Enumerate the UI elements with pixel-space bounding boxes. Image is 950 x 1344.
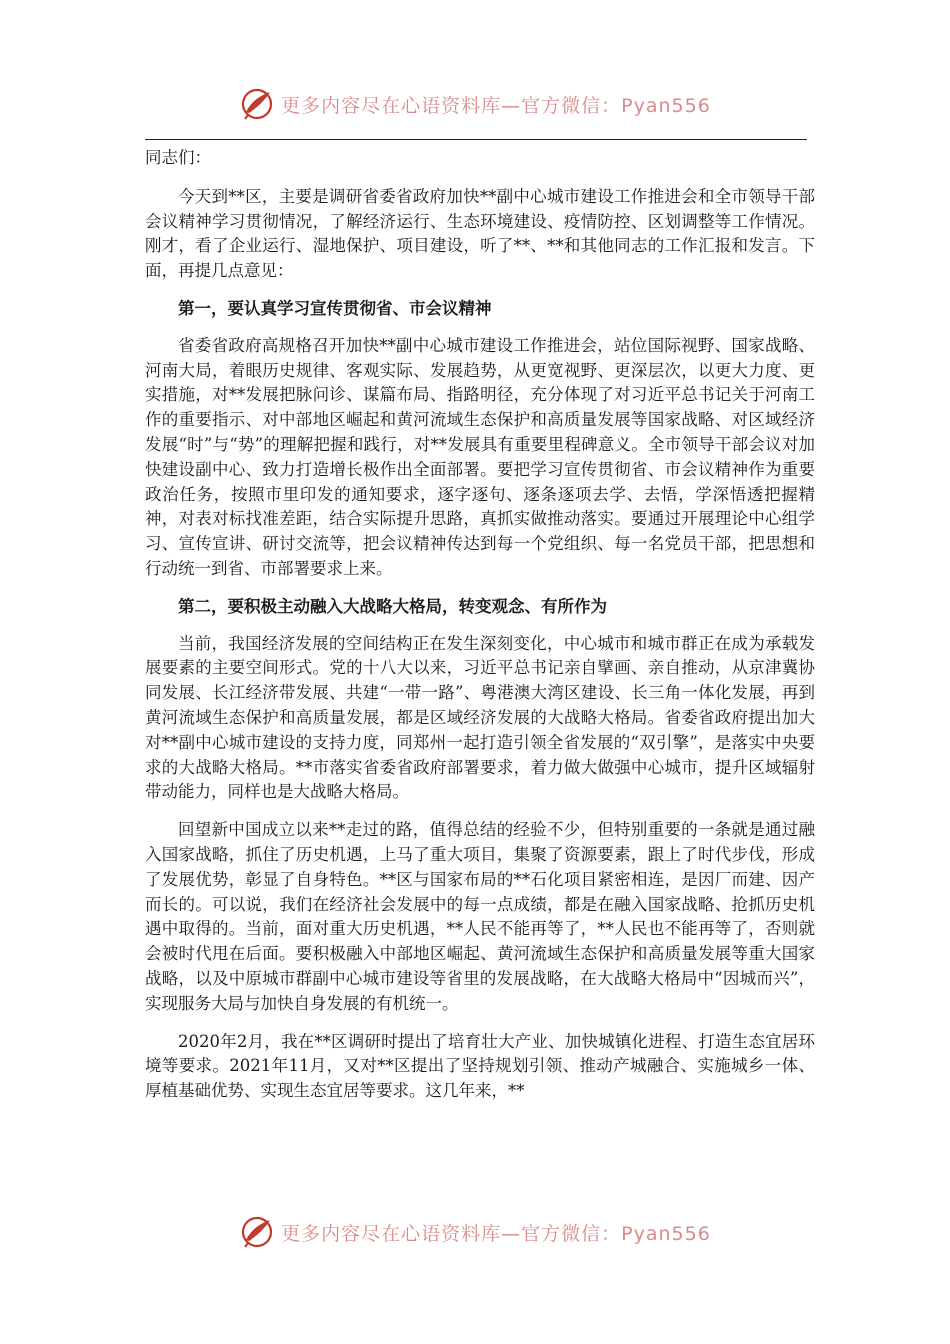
document-body (145, 146, 815, 1104)
body-paragraph: 省委省政府高规格召开加快**副中心城市建设工作推进会，站位国际视野、国家战略、河南大局，着眼历史规律、客观实际、发展趋势，从更宽视野、更深层次，以更大力度、更实措施，对**发展把脉问诊、谋篇布局、指路明径，充分体现了对习近平总书记关于河南工作的重要指示、对中部地区崛起和黄河流域生态保护和高质量发展等国家战略、对区域经济发展“时”与“势”的理解把握和践行，对**发展具有重要里程碑意义。全市领导干部会议对加快建设副中心、致力打造增长极作出全面部署。要把学习宣传贯彻省、市会议精神作为重要政治任务，按照市里印发的通知要求，逐字逐句、逐条逐项去学、去悟，学深悟透把握精神，对表对标找准差距，结合实际提升思路，真抓实做推动落实。要通过开展理论中心组学习、宣传宣讲、研讨交流等，把会议精神传达到每一个党组织、每一名党员干部，把思想和行动统一到省、市部署要求上来。 (145, 335, 815, 578)
intro-paragraph: 今天到**区，主要是调研省委省政府加快**副中心城市建设工作推进会和全市领导干部会议精神学习贯彻情况，了解经济运行、生态环境建设、疫情防控、区划调整等工作情况。刚才，看了企业运行、湿地保护、项目建设，听了**、**和其他同志的工作汇报和发言。下面，再提几点意见： (145, 186, 815, 281)
body-paragraph: 回望新中国成立以来**走过的路，值得总结的经验不少，但特别重要的一条就是通过融入国家战略，抓住了历史机遇，上马了重大项目，集聚了资源要素，跟上了时代步伐，形成了发展优势，彰显了自身特色。**区与国家布局的**石化项目紧密相连，是因厂而建、因产而长的。可以说，我们在经济社会发展中的每一点成绩，都是在融入国家战略、抢抓历史机遇中取得的。当前，面对重大历史机遇，**人民不能再等了，**人民也不能再等了，否则就会被时代甩在后面。要积极融入中部地区崛起、黄河流域生态保护和高质量发展等重大国家战略，以及中原城市群副中心城市建设等省里的发展战略，在大战略大格局中“因城而兴”，实现服务大局与加快自身发展的有机统一。 (145, 820, 815, 1013)
pen-logo-icon (239, 86, 275, 122)
footer-banner (0, 1210, 950, 1254)
body-paragraph: 2020年2月，我在**区调研时提出了培育壮大产业、加快城镇化进程、打造生态宜居环境等要求。2021年11月，又对**区提出了坚持规划引领、推动产城融合、实施城乡一体、厚植基础优势、实现生态宜居等要求。这几年来，** (145, 1031, 815, 1101)
pen-logo-icon (239, 1214, 275, 1250)
section-heading-1: 第一，要认真学习宣传贯彻省、市会议精神 (178, 298, 492, 318)
body-paragraph: 当前，我国经济发展的空间结构正在发生深刻变化，中心城市和城市群正在成为承载发展要素的主要空间形式。党的十八大以来，习近平总书记亲自擘画、亲自推动，从京津冀协同发展、长江经济带发展、共建“一带一路”、粤港澳大湾区建设、长三角一体化发展，再到黄河流域生态保护和高质量发展，都是区域经济发展的大战略大格局。省委省政府提出加大对**副中心城市建设的支持力度，同郑州一起打造引领全省发展的“双引擎”，是落实中央要求的大战略大格局。**市落实省委省政府部署要求，着力做大做强中心城市，提升区域辐射带动能力，同样也是大战略大格局。 (145, 633, 815, 802)
header-banner (0, 82, 950, 126)
section-heading-2: 第二，要积极主动融入大战略大格局，转变观念、有所作为 (178, 596, 607, 616)
banner-text: 更多内容尽在心语资料库—官方微信：Pyan556 (281, 94, 711, 117)
header-rule (145, 139, 807, 140)
salutation: 同志们： (145, 148, 211, 167)
banner-text: 更多内容尽在心语资料库—官方微信：Pyan556 (281, 1222, 711, 1245)
